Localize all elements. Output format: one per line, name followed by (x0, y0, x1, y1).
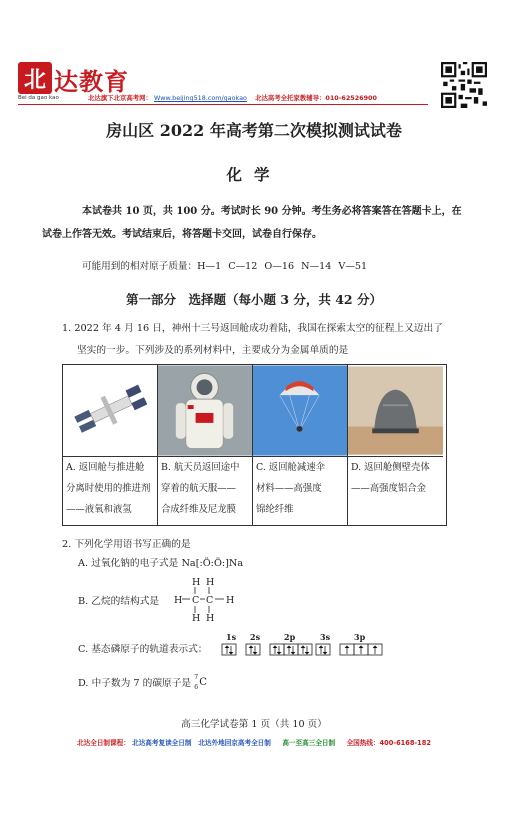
ethane-h-right: H (226, 595, 235, 606)
phosphorus-orbital-diagram (216, 630, 386, 660)
ethane-h-left: H (174, 595, 183, 606)
spacesuit-image (158, 365, 252, 457)
q1-line1: 1. 2022 年 4 月 16 日，神州十三号返回舱成功着陆，我国在探索太空的征程上又迈出了 (62, 323, 443, 334)
option-a-cell (63, 365, 158, 525)
question-1 (62, 318, 443, 362)
option-d-cell (348, 365, 443, 525)
orbital-label-2s: 2s (250, 632, 261, 642)
footer-hotline: 全国热线：400-6168-182 (346, 739, 431, 747)
ethane-c-right: C (206, 595, 214, 606)
atomic-masses: 可能用到的相对原子质量：H—1 C—12 O—16 N—14 V—51 (82, 261, 368, 272)
space-station-image (63, 365, 157, 457)
header-divider (18, 104, 428, 105)
ethane-c-left: C (192, 595, 200, 606)
instructions-line1: 本试卷共 10 页，共 100 分。考试时长 90 分钟。考生务必将答案答在答题卡上，在 (82, 206, 462, 217)
instructions-line2: 试卷上作答无效。考试结束后，将答题卡交回，试卷自行保存。 (42, 229, 322, 240)
logo-mark: 北 (18, 62, 52, 94)
footer-ad (0, 737, 508, 747)
footer-ad-2[interactable]: 北达高考复读全日制 (132, 739, 192, 747)
slogan-prefix: 北达旗下北京高考网： (88, 94, 152, 102)
footer-ad-1: 北达全日制课程： (77, 739, 130, 747)
website-link[interactable]: Www.beijing518.com/gaokao (153, 94, 247, 102)
option-c-caption: C. 返回舱减速伞 材料——高强度 锦纶纤维 (256, 462, 326, 515)
option-a-caption: A. 返回舱与推进舱 分离时使用的推进剂 ——液氧和液氢 (66, 462, 151, 515)
ethane-structure (170, 575, 250, 625)
ethane-h-bottom-left: H (192, 613, 201, 624)
question-2: 2. 下列化学用语书写正确的是 (62, 539, 191, 550)
instructions (42, 200, 472, 246)
q2-a-label: A. 过氧化钠的电子式是 (78, 558, 179, 569)
option-b-caption: B. 航天员返回途中 穿着的航天服—— 合成纤维及尼龙膜 (161, 462, 240, 515)
isotope-symbol: C (199, 676, 207, 688)
qr-code-icon (441, 62, 487, 108)
part1-title: 第一部分 选择题（每小题 3 分，共 42 分） (125, 292, 382, 307)
q2-a-formula: Na[:Ö:Ö:]Na (181, 558, 244, 569)
q2-option-d (78, 675, 210, 691)
q2-option-b-label: B. 乙烷的结构式是 (78, 596, 160, 607)
isotope-mass-number: 7 (194, 673, 199, 681)
logo-text: 达教育 (54, 68, 129, 96)
orbital-label-3s: 3s (320, 632, 331, 642)
q1-line2: 坚实的一步。下列涉及的系列材料中，主要成分为金属单质的是 (77, 345, 349, 356)
carbon-isotope (194, 673, 210, 691)
subject-title: 化学 (226, 165, 282, 184)
header-slogan (88, 93, 377, 102)
orbital-label-3p: 3p (354, 632, 366, 642)
orbital-label-2p: 2p (284, 632, 296, 642)
exam-title: 房山区 2022 年高考第二次模拟测试试卷 (106, 121, 402, 140)
option-c-cell (253, 365, 348, 525)
ethane-h-top-right: H (206, 577, 215, 588)
page-footer: 高三化学试卷第 1 页（共 10 页） (181, 719, 327, 730)
option-d-caption: D. 返回舱侧壁壳体 ——高强度铝合金 (351, 462, 430, 494)
parachute-image (253, 365, 347, 457)
ethane-h-bottom-right: H (206, 613, 215, 624)
q2-option-c-label: C. 基态磷原子的轨道表示式： (78, 644, 208, 655)
isotope-atomic-number: 6 (194, 683, 199, 691)
q2-d-label: D. 中子数为 7 的碳原子是 (78, 678, 192, 689)
q1-options-table (62, 364, 447, 526)
footer-ad-4[interactable]: 高一至高三全日制 (282, 739, 336, 747)
q2-option-a (78, 555, 243, 569)
logo-pinyin: Bei da gao kao (18, 95, 59, 101)
ethane-h-top-left: H (192, 577, 201, 588)
return-capsule-image (348, 365, 443, 457)
orbital-label-1s: 1s (226, 632, 237, 642)
footer-ad-3[interactable]: 北达外地回京高考全日制 (198, 739, 271, 747)
option-b-cell (158, 365, 253, 525)
hotline: 北达高考全托家教辅导：010-62526900 (255, 94, 377, 102)
